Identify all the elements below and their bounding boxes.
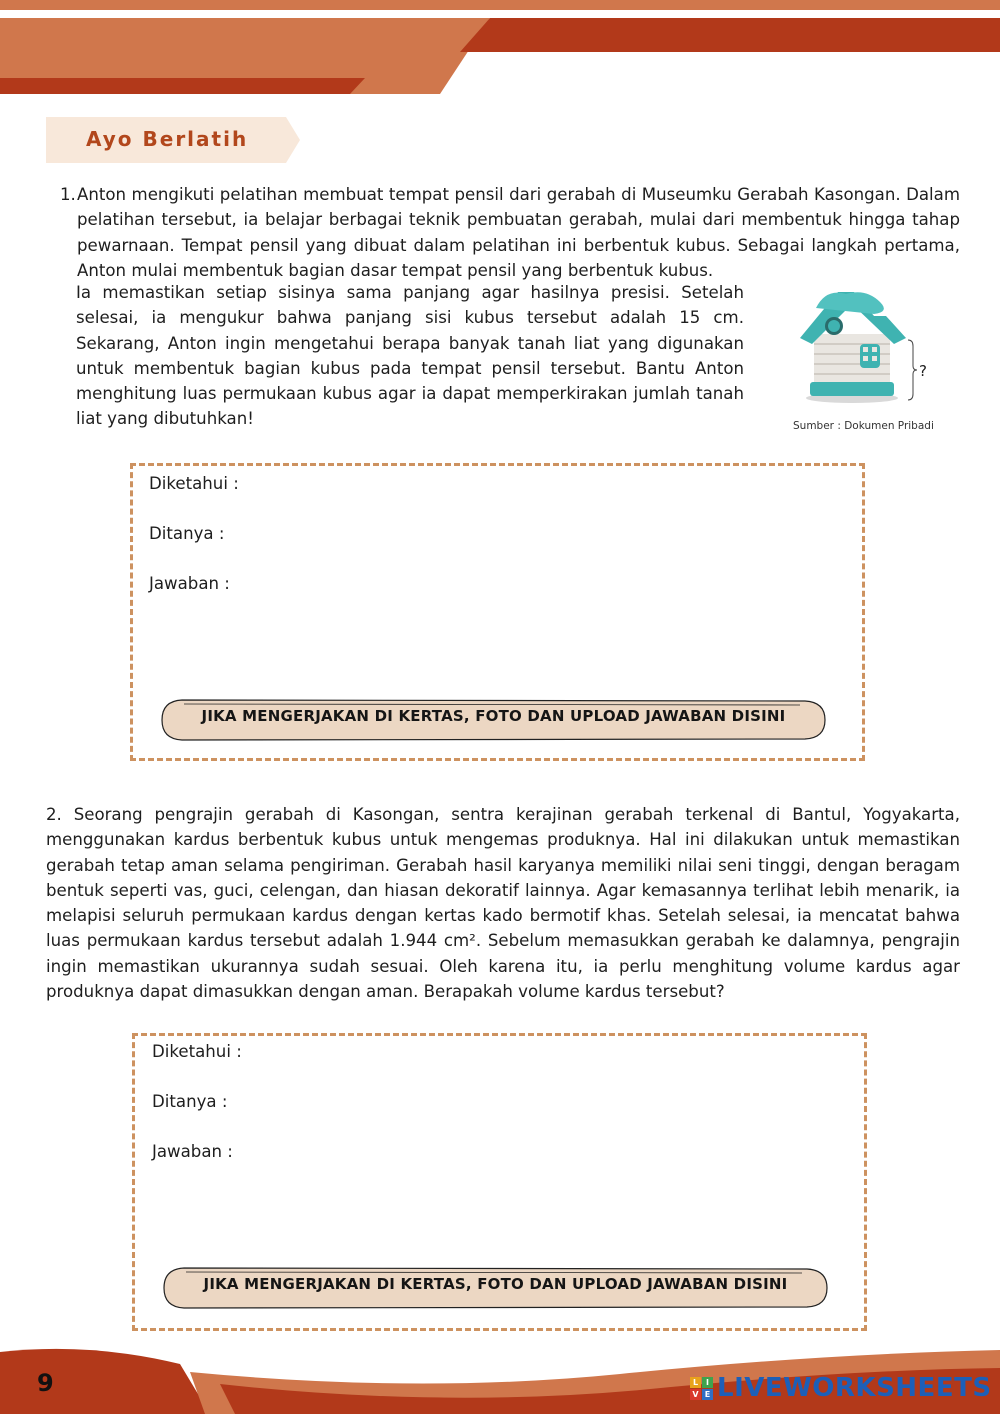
upload-answer-button-2[interactable] [162, 1266, 829, 1310]
logo-letter: V [690, 1389, 701, 1400]
answer-label: Jawaban : [152, 1142, 233, 1161]
header-banner [0, 0, 1000, 100]
liveworksheets-icon [690, 1377, 713, 1400]
pencil-holder-image [790, 286, 920, 406]
problem-1-number: 1. [60, 185, 76, 204]
problem-2-text: 2. Seorang pengrajin gerabah di Kasongan, sentra kerajinan gerabah terkenal di Bantul, Yogyakarta, menggunakan kardus berbentuk kubus untuk mengemas produknya. Hal ini dilakukan untuk memastikan gerabah tetap aman selama pengiriman. Gerabah hasil karyanya memiliki nilai seni tinggi, dengan beragam bentuk seperti vas, guci, celengan, dan hiasan dekoratif lainnya. Agar kemasannya terlihat lebih menarik, ia melapisi seluruh permukaan kardus dengan kertas kado bermotif khas. Setelah selesai, ia mencatat bahwa luas permukaan kardus tersebut adalah 1.944 cm². Sebelum memasukkan gerabah ke dalamnya, pengrajin ingin memastikan ukurannya sudah sesuai. Oleh karena itu, ia perlu menghitung volume kardus agar produknya dapat dimasukkan dengan aman. Berapakah volume kardus tersebut? [46, 805, 960, 1002]
dimension-question-mark: ? [919, 362, 927, 380]
upload-button-label: JIKA MENGERJAKAN DI KERTAS, FOTO DAN UPLOAD JAWABAN DISINI [203, 1275, 788, 1293]
liveworksheets-brand: LIVEWORKSHEETS [717, 1373, 992, 1403]
image-caption: Sumber : Dokumen Pribadi [793, 420, 934, 432]
asked-label: Ditanya : [152, 1092, 228, 1111]
problem-1-text-top: Anton mengikuti pelatihan membuat tempat pensil dari gerabah di Museumku Gerabah Kasongan. Dalam pelatihan tersebut, ia belajar berbagai teknik pembuatan gerabah, mulai dari membentuk hingga tahap pewarnaan. Tempat pensil yang dibuat dalam pelatihan ini berbentuk kubus. Sebagai langkah pertama, Anton mulai membentuk bagian dasar tempat pensil yang berbentuk kubus. [77, 185, 960, 280]
logo-letter: I [702, 1377, 713, 1388]
liveworksheets-logo[interactable] [690, 1373, 992, 1403]
logo-letter: E [702, 1389, 713, 1400]
logo-letter: L [690, 1377, 701, 1388]
answer-label: Jawaban : [149, 574, 230, 593]
section-title-tag [46, 117, 300, 163]
page-number: 9 [37, 1369, 54, 1397]
section-title: Ayo Berlatih [86, 127, 249, 151]
known-label: Diketahui : [149, 474, 239, 493]
problem-1-text-bottom: Ia memastikan setiap sisinya sama panjang agar hasilnya presisi. Setelah selesai, ia mengukur bahwa panjang sisi kubus tersebut adalah 15 cm. Sekarang, Anton ingin mengetahui berapa banyak tanah liat yang digunakan untuk membentuk bagian kubus pada tempat pensil tersebut. Bantu Anton menghitung luas permukaan kubus agar ia dapat memperkirakan jumlah tanah liat yang dibutuhkan! [76, 283, 744, 429]
upload-button-label: JIKA MENGERJAKAN DI KERTAS, FOTO DAN UPLOAD JAWABAN DISINI [201, 707, 786, 725]
upload-answer-button-1[interactable] [160, 698, 827, 742]
known-label: Diketahui : [152, 1042, 242, 1061]
asked-label: Ditanya : [149, 524, 225, 543]
